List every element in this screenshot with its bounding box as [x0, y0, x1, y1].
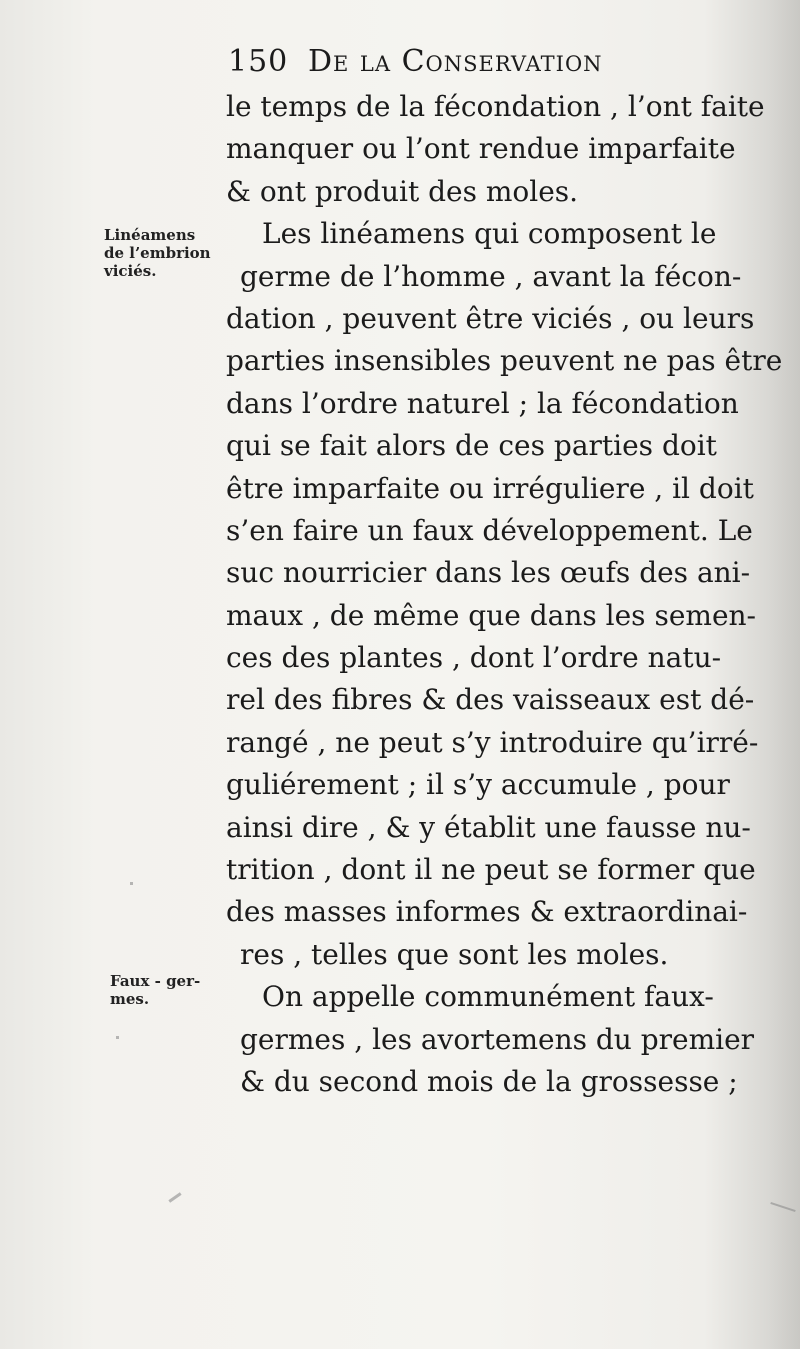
paragraph-start-line: Les linéamens qui composent le [262, 217, 717, 251]
text-line: qui se fait alors de ces parties doit [226, 429, 717, 463]
text-line: & du second mois de la grossesse ; [240, 1064, 738, 1098]
margin-note-line: de l’embrion [104, 244, 211, 262]
margin-note-line: Linéamens [104, 226, 196, 244]
margin-note-line: Faux - ger- [110, 972, 201, 990]
text-line: des masses informes & extraordinai- [226, 895, 748, 929]
text-line: suc nourricier dans les œufs des ani- [226, 556, 751, 590]
text-line: guliérement ; il s’y accumule , pour [226, 768, 730, 802]
margin-note-line: viciés. [104, 262, 157, 280]
page-number: 150 [228, 44, 289, 79]
text-line: rel des fibres & des vaisseaux est dé- [226, 683, 755, 717]
margin-note-line: mes. [110, 990, 150, 1008]
paper-speck [168, 1192, 181, 1202]
paper-speck [130, 882, 133, 885]
text-line: maux , de même que dans les semen- [226, 598, 757, 632]
text-line: ainsi dire , & y établit une fausse nu- [226, 810, 751, 844]
text-line: res , telles que sont les moles. [240, 937, 669, 971]
page-header [228, 44, 648, 88]
text-line: ces des plantes , dont l’ordre natu- [226, 641, 722, 675]
text-line: dation , peuvent être viciés , ou leurs [226, 301, 755, 335]
text-line: germe de l’homme , avant la fécon- [240, 259, 742, 293]
text-line: être imparfaite ou irréguliere , il doit [226, 471, 754, 505]
text-line: s’en faire un faux développement. Le [226, 513, 753, 547]
text-line: le temps de la fécondation , l’ont faite [226, 90, 765, 123]
running-head: De la Conservation [308, 44, 603, 79]
margin-note-lineamens [104, 226, 211, 280]
text-line: dans l’ordre naturel ; la fécondation [226, 386, 739, 420]
text-line: rangé , ne peut s’y introduire qu’irré- [226, 725, 759, 759]
paragraph-start-line: On appelle communément faux- [262, 980, 714, 1014]
paper-speck [116, 1036, 119, 1039]
text-line: & ont produit des moles. [226, 174, 579, 208]
text-line: parties insensibles peuvent ne pas être [226, 344, 783, 378]
text-line: trition , dont il ne peut se former que [226, 853, 756, 887]
body-text [226, 86, 783, 1103]
paper-speck [770, 1202, 795, 1212]
text-line: manquer ou l’ont rendue imparfaite [226, 132, 736, 166]
text-line: germes , les avortemens du premier [240, 1022, 755, 1056]
margin-note-faux-germes [110, 972, 200, 1008]
